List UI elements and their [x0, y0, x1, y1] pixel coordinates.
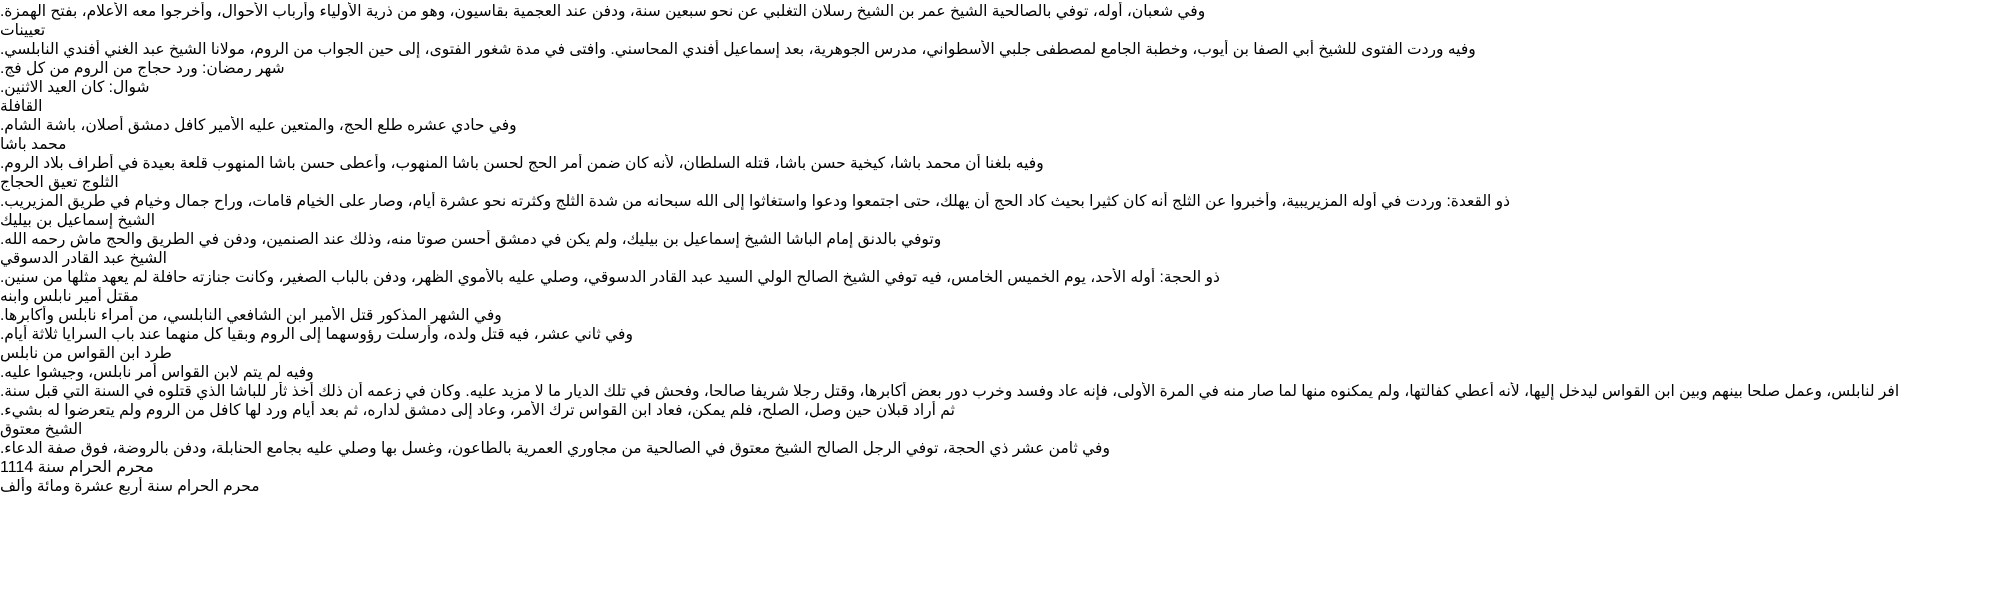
paragraph-qawwas-rejected: وفيه لم يتم لابن القواس أمر نابلس، وجيشوا عليه. — [0, 364, 314, 381]
section-heading-ismail: الشيخ إسماعيل بن بيليك — [0, 212, 156, 229]
paragraph-qawwas-history-text: افر لنابلس، وعمل صلحا بينهم وبين ابن القواس ليدخل إليها، لأنه أعطي كفالتها، ولم يمكنوه منها لما صار منه في المرة الأولى، فإنه عاد وفسد وخرب دور بعض أكابرها، وقتل رجلا شريفا صالحا، وفحش في تلك الديار ما لا مزيد عليه. وكان في زعمه أن ذلك أخذ ثأر للباشا الذي قتلوه في السنة التي قبل سنة. — [0, 383, 1900, 400]
year-heading-1114: محرم الحرام سنة 1114 — [0, 459, 154, 476]
paragraph-ramadan: شهر رمضان: ورد حجاج من الروم من كل فج. — [0, 60, 285, 77]
section-heading-caravan: القافلة — [0, 98, 43, 115]
paragraph-matuq-death: وفي ثامن عشر ذي الحجة، توفي الرجل الصالح الشيخ معتوق في الصالحية من مجاوري العمرية بالطاعون، وغسل بها وصلي عليه بجامع الحنابلة، ودفن بالروضة، فوق صفة الدعاء. — [0, 440, 1110, 457]
paragraph-qablan-return: ثم أراد قبلان حين وصل، الصلح، فلم يمكن، فعاد ابن القواس ترك الأمر، وعاد إلى دمشق لداره، ثم بعد أيام ورد لها كافل من الروم ولم يتعرضوا له بشيء. — [0, 402, 955, 419]
paragraph-son-killed: وفي ثاني عشر، فيه قتل ولده، وأرسلت رؤوسهما إلى الروم وبقيا كل منهما عند باب السرايا ثلاثة أيام. — [0, 326, 633, 343]
paragraph-snow-hajj: ذو القعدة: وردت في أوله المزيريبية، وأخبروا عن الثلج أنه كان كثيرا بحيث كاد الحج أن يهلك، حتى اجتمعوا ودعوا واستغاثوا إلى الله سبحانه من شدة الثلج وكثرته نحو عشرة أيام، وصار على الخيام قامات، وراح جمال وخيام في طريق المزيريب. — [0, 193, 1511, 210]
section-heading-dasuqi: الشيخ عبد القادر الدسوقي — [0, 250, 167, 267]
paragraph-qawwas-history — [0, 382, 2000, 401]
paragraph-fatwa-appointment: وفيه وردت الفتوى للشيخ أبي الصفا بن أيوب، وخطبة الجامع لمصطفى جلبي الأسطواني، مدرس الجوهرية، بعد إسماعيل أفندي المحاسني. وافتى في مدة شغور الفتوى، إلى حين الجواب من الروم، مولانا الشيخ عبد الغني أفندي النابلسي. — [0, 41, 1476, 58]
paragraph-shawwal: شوال: كان العيد الاثنين. — [0, 79, 150, 96]
section-heading-ibn-qawwas: طرد ابن القواس من نابلس — [0, 345, 172, 362]
paragraph-shaaban-death: وفي شعبان، أوله، توفي بالصالحية الشيخ عمر بن الشيخ رسلان التغلبي عن نحو سبعين سنة، ودفن عند العجمية بقاسيون، وهو من ذرية الأولياء وأرباب الأحوال، وأخرجوا معه الأعلام، بفتح الهمزة. — [0, 3, 1206, 20]
section-heading-muhammad-pasha: محمد باشا — [0, 136, 67, 153]
paragraph-year-words: محرم الحرام سنة أربع عشرة ومائة وألف — [0, 478, 260, 495]
section-heading-matuq: الشيخ معتوق — [0, 421, 83, 438]
section-heading-appointments: تعيينات — [0, 22, 46, 39]
paragraph-emir-killed: وفي الشهر المذكور قتل الأمير ابن الشافعي النابلسي، من أمراء نابلس وأكابرها. — [0, 307, 502, 324]
paragraph-dasuqi-death: ذو الحجة: أوله الأحد، يوم الخميس الخامس، فيه توفي الشيخ الصالح الولي السيد عبد القادر الدسوقي، وصلي عليه بالأموي الظهر، ودفن بالباب الصغير، وكانت جنازته حافلة لم يعهد مثلها من سنين. — [0, 269, 1220, 286]
paragraph-hajj-departure: وفي حادي عشره طلع الحج، والمتعين عليه الأمير كافل دمشق أصلان، باشة الشام. — [0, 117, 517, 134]
section-heading-nablus-emir: مقتل أمير نابلس وابنه — [0, 288, 139, 305]
paragraph-ismail-death: وتوفي بالدنق إمام الباشا الشيخ إسماعيل بن بيليك، ولم يكن في دمشق أحسن صوتا منه، وذلك عند الصنمين، ودفن في الطريق والحج ماش رحمه الله. — [0, 231, 942, 248]
paragraph-pasha-killed: وفيه بلغنا أن محمد باشا، كيخية حسن باشا، قتله السلطان، لأنه كان ضمن أمر الحج لحسن باشا المنهوب، وأعطى حسن باشا المنهوب قلعة بعيدة في أطراف بلاد الروم. — [0, 155, 1044, 172]
section-heading-snow: الثلوج تعيق الحجاج — [0, 174, 119, 191]
